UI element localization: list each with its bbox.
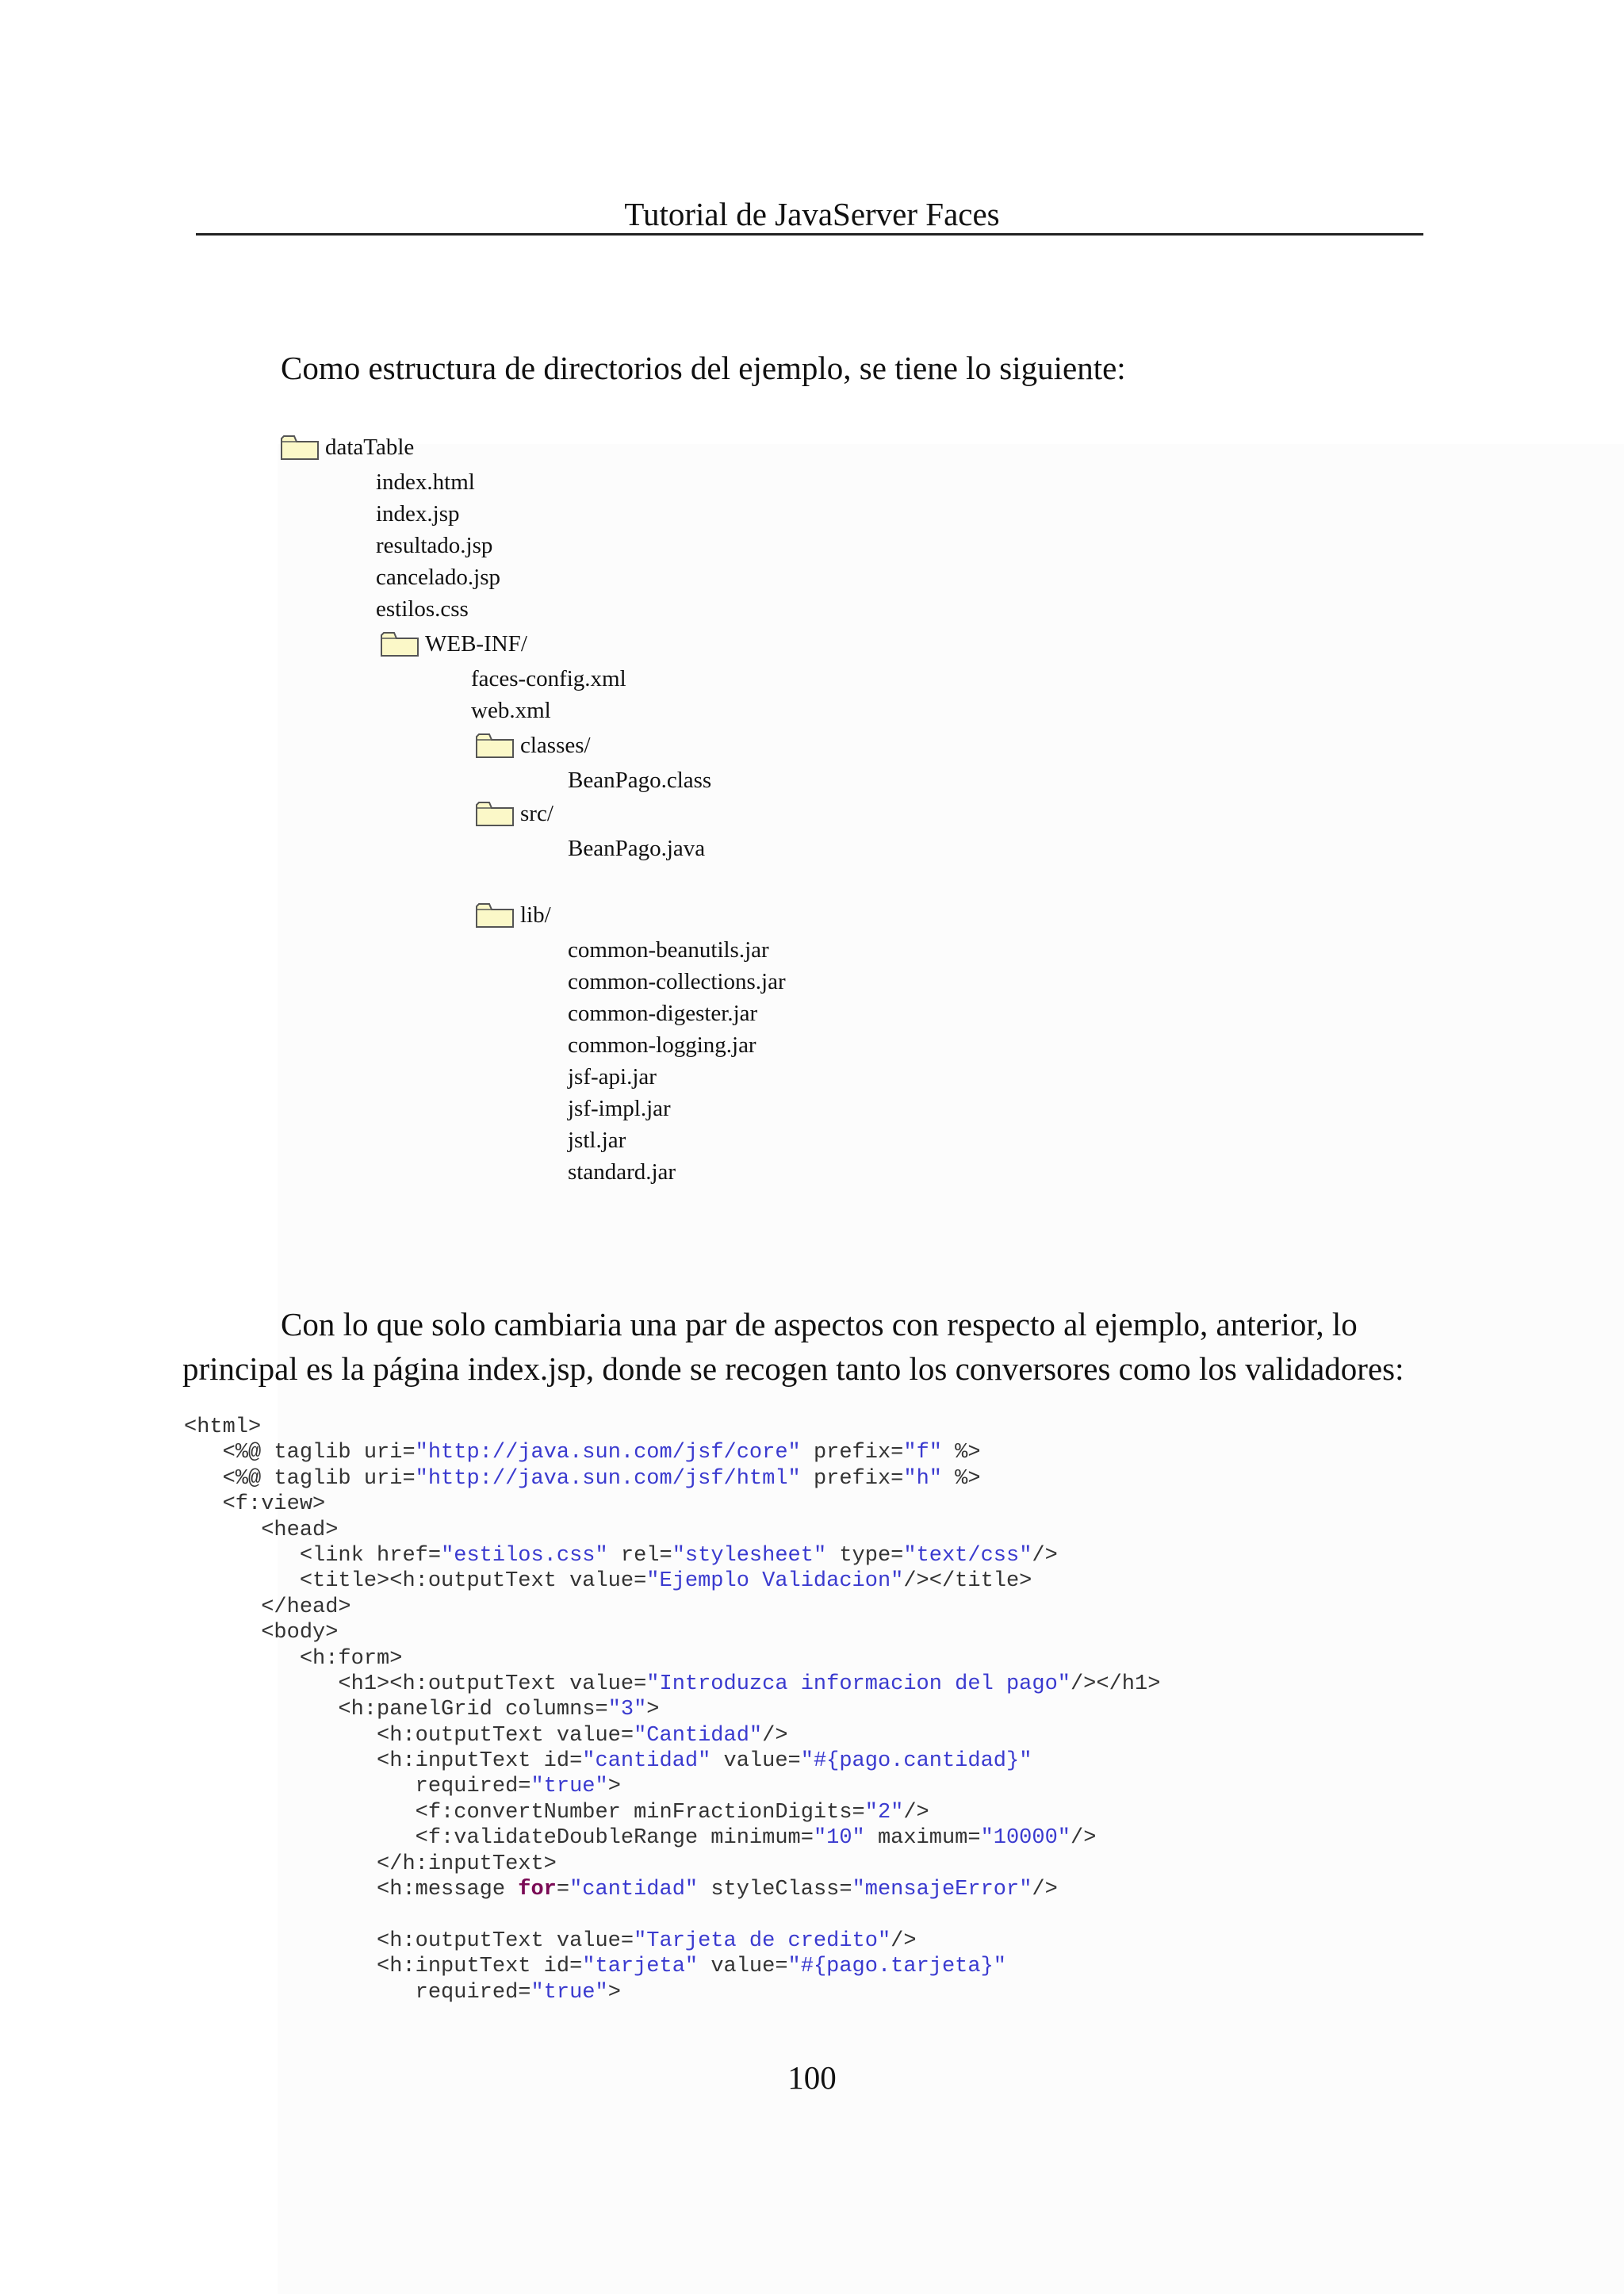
file-label: BeanPago.java — [568, 836, 706, 861]
code-string: "stylesheet" — [672, 1543, 827, 1568]
code-text: /> — [762, 1723, 788, 1748]
code-text: /> — [1071, 1826, 1097, 1851]
file-label: jsf-impl.jar — [568, 1096, 671, 1121]
file-label: standard.jar — [568, 1159, 676, 1185]
tree-file — [568, 999, 757, 1028]
code-string: "Tarjeta de credito" — [634, 1928, 891, 1953]
intro-paragraph: Como estructura de directorios del ejemplo, se tiene lo siguiente: — [281, 350, 1126, 386]
code-string: "2" — [864, 1800, 904, 1825]
code-line — [184, 1646, 1160, 1672]
code-text: /> — [903, 1800, 929, 1825]
file-label: cancelado.jsp — [376, 565, 501, 590]
code-string: "f" — [903, 1441, 942, 1465]
code-string: "true" — [530, 1775, 608, 1799]
tree-file — [376, 563, 500, 592]
tree-file — [376, 531, 492, 560]
code-string: "Cantidad" — [634, 1723, 763, 1748]
code-string: "3" — [607, 1698, 647, 1722]
tree-file — [568, 1031, 756, 1059]
code-text: <f:validateDoubleRange minimum= — [184, 1826, 814, 1851]
code-string: "cantidad" — [582, 1749, 711, 1774]
code-keyword: for — [518, 1878, 557, 1902]
code-text: </head> — [184, 1595, 351, 1619]
code-line — [184, 1774, 1160, 1799]
folder-label: dataTable — [325, 435, 415, 460]
code-text: /> — [1032, 1543, 1058, 1568]
code-line — [184, 1672, 1160, 1697]
folder-icon — [476, 902, 514, 928]
code-text: type= — [826, 1543, 904, 1568]
code-text: prefix= — [800, 1466, 904, 1491]
tree-file — [376, 500, 460, 528]
file-label: resultado.jsp — [376, 533, 493, 558]
folder-label: src/ — [520, 801, 553, 826]
file-label: faces-config.xml — [471, 666, 626, 691]
code-text: > — [607, 1775, 621, 1799]
body-paragraph-line-2: principal es la página index.jsp, donde se recogen tanto los conversores como los validadores: — [182, 1350, 1404, 1387]
code-text: required= — [184, 1775, 531, 1799]
code-text: %> — [941, 1466, 981, 1491]
code-line — [184, 1954, 1160, 1979]
code-line — [184, 1440, 1160, 1465]
folder-icon — [476, 801, 514, 826]
code-listing — [184, 1415, 1160, 2005]
code-string: "text/css" — [903, 1543, 1032, 1568]
code-line — [184, 1902, 1160, 1928]
code-line — [184, 1518, 1160, 1543]
code-text: maximum= — [864, 1826, 981, 1851]
code-line — [184, 1620, 1160, 1645]
file-label: web.xml — [471, 698, 551, 723]
tree-folder — [281, 433, 414, 461]
code-text: > — [607, 1980, 621, 2005]
tree-file — [568, 834, 705, 863]
file-label: common-digester.jar — [568, 1001, 758, 1026]
code-line — [184, 1492, 1160, 1517]
file-label: jstl.jar — [568, 1128, 626, 1153]
code-text: <h:outputText value= — [184, 1928, 634, 1953]
file-label: estilos.css — [376, 596, 469, 622]
code-line — [184, 1748, 1160, 1774]
code-string: "#{pago.cantidad}" — [800, 1749, 1032, 1774]
folder-label: lib/ — [520, 902, 551, 928]
code-text: %> — [941, 1441, 981, 1465]
code-string: "tarjeta" — [582, 1955, 699, 1979]
code-text: <html> — [184, 1415, 262, 1439]
file-label: common-logging.jar — [568, 1032, 756, 1058]
code-string: "Ejemplo Validacion" — [646, 1569, 904, 1594]
code-string: "estilos.css" — [441, 1543, 608, 1568]
tree-folder — [476, 731, 591, 760]
code-line — [184, 1800, 1160, 1825]
code-text: <h:outputText value= — [184, 1723, 634, 1748]
code-string: "cantidad" — [569, 1878, 699, 1902]
tree-file — [471, 664, 626, 693]
code-text: <h:inputText id= — [184, 1955, 583, 1979]
tree-folder — [476, 901, 551, 929]
code-line — [184, 1928, 1160, 1954]
code-text: value= — [698, 1955, 788, 1979]
code-line — [184, 1543, 1160, 1568]
file-label: common-beanutils.jar — [568, 937, 769, 963]
code-string: "10000" — [980, 1826, 1071, 1851]
code-text: = — [556, 1878, 570, 1902]
folder-icon — [381, 631, 419, 657]
tree-file — [568, 936, 769, 964]
code-text: > — [646, 1698, 660, 1722]
running-header: Tutorial de JavaServer Faces — [624, 196, 1000, 232]
code-string: "mensajeError" — [852, 1878, 1032, 1902]
tree-file — [568, 1094, 671, 1123]
folder-label: classes/ — [520, 733, 591, 758]
code-text: <%@ taglib uri= — [184, 1466, 416, 1491]
tree-file — [568, 967, 786, 996]
code-string: "h" — [903, 1466, 942, 1491]
code-text: <h:panelGrid columns= — [184, 1698, 608, 1722]
file-label: common-collections.jar — [568, 969, 786, 994]
code-text: /></title> — [903, 1569, 1032, 1594]
code-text: value= — [710, 1749, 801, 1774]
code-text: </h:inputText> — [184, 1852, 557, 1876]
code-text: <h1><h:outputText value= — [184, 1672, 647, 1696]
folder-icon — [476, 733, 514, 758]
code-line — [184, 1723, 1160, 1748]
code-line — [184, 1825, 1160, 1851]
code-text: <f:view> — [184, 1492, 326, 1517]
code-text: /> — [891, 1928, 917, 1953]
code-line — [184, 1852, 1160, 1877]
file-label: index.html — [376, 469, 475, 495]
code-string: "http://java.sun.com/jsf/core" — [415, 1441, 801, 1465]
code-text: <link href= — [184, 1543, 442, 1568]
tree-file — [568, 1063, 657, 1091]
tree-file — [376, 595, 469, 623]
code-string: "Introduzca informacion del pago" — [646, 1672, 1071, 1696]
code-line — [184, 1595, 1160, 1620]
code-line — [184, 1415, 1160, 1440]
code-text: <body> — [184, 1621, 339, 1645]
folder-label: WEB-INF/ — [425, 631, 527, 657]
code-line — [184, 1568, 1160, 1594]
file-label: index.jsp — [376, 501, 460, 527]
code-string: "#{pago.tarjeta}" — [787, 1955, 1006, 1979]
tree-file — [376, 468, 475, 496]
page-number: 100 — [787, 2059, 837, 2096]
header-rule — [196, 233, 1423, 236]
code-string: "10" — [813, 1826, 865, 1851]
code-text: rel= — [607, 1543, 672, 1568]
code-text: <h:form> — [184, 1646, 403, 1671]
code-line — [184, 1466, 1160, 1492]
code-text: required= — [184, 1980, 531, 2005]
tree-folder — [381, 630, 527, 658]
tree-folder — [476, 799, 553, 828]
code-text: <h:inputText id= — [184, 1749, 583, 1774]
code-string: "true" — [530, 1980, 608, 2005]
code-text: <title><h:outputText value= — [184, 1569, 647, 1594]
code-string: "http://java.sun.com/jsf/html" — [415, 1466, 801, 1491]
code-text: <h:message — [184, 1878, 519, 1902]
tree-file — [471, 696, 551, 725]
code-line — [184, 1877, 1160, 1902]
code-text: prefix= — [800, 1441, 904, 1465]
tree-file — [568, 766, 711, 795]
file-label: jsf-api.jar — [568, 1064, 657, 1090]
file-label: BeanPago.class — [568, 768, 712, 793]
code-text: /> — [1032, 1878, 1058, 1902]
code-line — [184, 1697, 1160, 1722]
code-text: /></h1> — [1070, 1672, 1161, 1696]
body-paragraph-line-1: Con lo que solo cambiaria una par de aspectos con respecto al ejemplo, anterior, lo — [281, 1306, 1358, 1342]
code-text: <%@ taglib uri= — [184, 1441, 416, 1465]
tree-file — [568, 1158, 676, 1186]
code-line — [184, 1980, 1160, 2005]
code-text: <head> — [184, 1518, 339, 1542]
folder-icon — [281, 435, 319, 460]
code-text: <f:convertNumber minFractionDigits= — [184, 1800, 865, 1825]
tree-file — [568, 1126, 626, 1155]
code-text: styleClass= — [698, 1878, 852, 1902]
